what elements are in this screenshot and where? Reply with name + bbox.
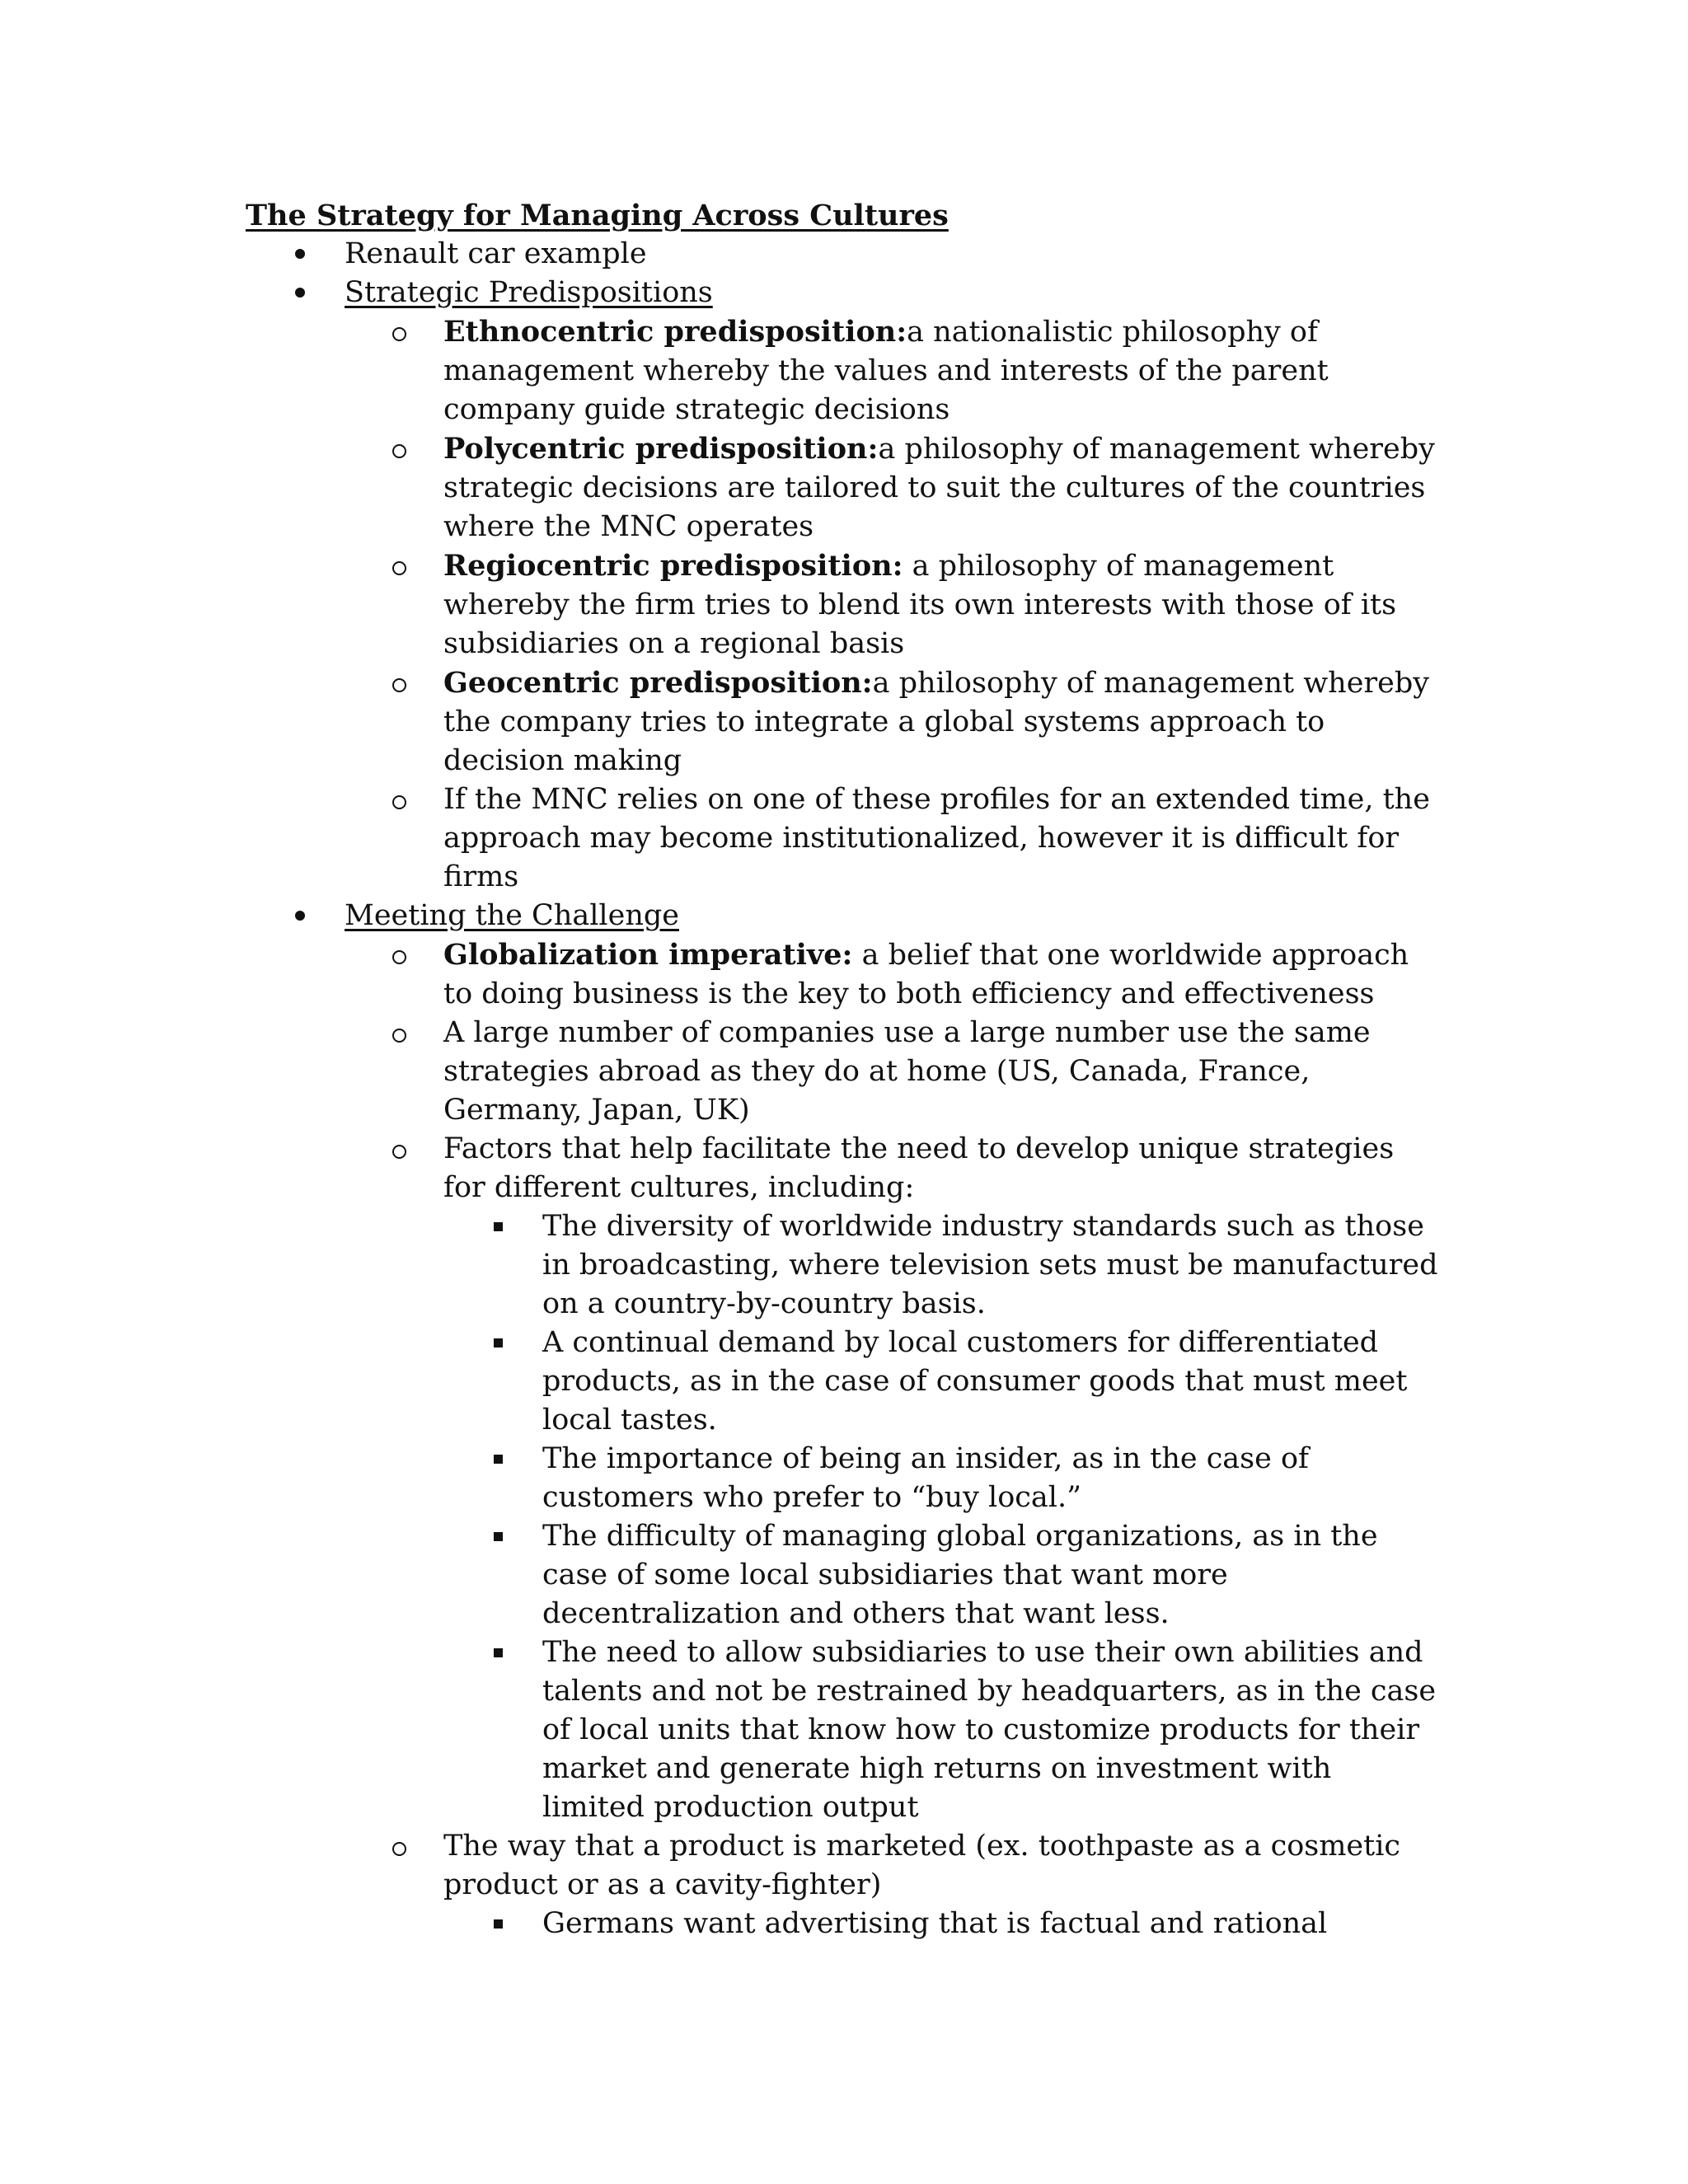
definition: a belief that one worldwide approach to doing business is the key to both efficiency and effectiveness xyxy=(443,939,1409,1010)
bullet-circle-icon xyxy=(382,780,415,819)
list-item xyxy=(246,780,1441,897)
definition: a philosophy of management whereby the firm tries to blend its own interests with those of its subsidiaries on a regional basis xyxy=(443,550,1397,660)
bullet-square-icon xyxy=(481,1324,514,1362)
term: Polycentric predisposition: xyxy=(443,432,879,466)
list-item xyxy=(246,1207,1441,1324)
bullet-square-icon xyxy=(481,1633,514,1672)
list-item xyxy=(246,312,1441,429)
term: Globalization imperative: xyxy=(443,938,853,972)
list-item xyxy=(246,1440,1441,1517)
list-item xyxy=(246,897,1441,935)
section-heading: Strategic Predispositions xyxy=(345,276,713,309)
list-item-text: The way that a product is marketed (ex. toothpaste as a cosmetic product or as a cavity-fighter) xyxy=(443,1830,1400,1901)
list-item-text: Factors that help facilitate the need to develop unique strategies for different cultures, including: xyxy=(443,1132,1395,1204)
bullet-circle-icon xyxy=(382,312,415,351)
bullet-circle-icon xyxy=(382,429,415,468)
list-item-text: The difficulty of managing global organizations, as in the case of some local subsidiaries that want more decentralization and others that want less. xyxy=(542,1520,1378,1630)
list-item xyxy=(246,235,1441,274)
list-item-text: The diversity of worldwide industry standards such as those in broadcasting, where television sets must be manufactured on a country-by-country basis. xyxy=(542,1210,1438,1320)
bullet-circle-icon xyxy=(382,1014,415,1052)
list-item-text: If the MNC relies on one of these profiles for an extended time, the approach may become institutionalized, however it is difficult for firms xyxy=(443,783,1430,893)
list-item xyxy=(246,1517,1441,1633)
bullet-square-icon xyxy=(481,1440,514,1479)
list-item-text: Germans want advertising that is factual and rational xyxy=(542,1907,1328,1940)
bullet-circle-icon xyxy=(382,935,415,974)
bullet-square-icon xyxy=(481,1207,514,1246)
list-item xyxy=(246,429,1441,546)
definition: a philosophy of management whereby strategic decisions are tailored to suit the cultures of the countries where the MNC operates xyxy=(443,433,1435,543)
bullet-disc-icon xyxy=(284,235,316,274)
list-item xyxy=(246,663,1441,780)
list-item xyxy=(246,935,1441,1014)
document-page xyxy=(246,196,1441,1943)
list-item xyxy=(246,1827,1441,1905)
section-heading: Meeting the Challenge xyxy=(345,899,679,932)
list-item xyxy=(246,1130,1441,1207)
bullet-circle-icon xyxy=(382,546,415,585)
bullet-circle-icon xyxy=(382,663,415,702)
list-item-text: A large number of companies use a large number use the same strategies abroad as they do at home (US, Canada, France, Germany, Japan, UK) xyxy=(443,1016,1371,1127)
bullet-square-icon xyxy=(481,1517,514,1556)
term: Ethnocentric predisposition: xyxy=(443,315,907,349)
definition: a philosophy of management whereby the company tries to integrate a global systems approach to decision making xyxy=(443,667,1430,777)
list-item xyxy=(246,1324,1441,1440)
list-item xyxy=(246,274,1441,312)
list-item-text: A continual demand by local customers for differentiated products, as in the case of consumer goods that must meet local tastes. xyxy=(542,1326,1408,1436)
list-item xyxy=(246,546,1441,663)
page-title: The Strategy for Managing Across Cultures xyxy=(246,199,949,232)
term: Geocentric predisposition: xyxy=(443,666,873,700)
bullet-circle-icon xyxy=(382,1827,415,1866)
list-item-text: The importance of being an insider, as in the case of customers who prefer to “buy local.” xyxy=(542,1442,1309,1514)
list-item-text: Renault car example xyxy=(345,237,647,270)
bullet-circle-icon xyxy=(382,1130,415,1169)
bullet-disc-icon xyxy=(284,897,316,935)
term: Regiocentric predisposition: xyxy=(443,549,903,583)
bullet-disc-icon xyxy=(284,274,316,312)
list-item xyxy=(246,1633,1441,1827)
definition: a nationalistic philosophy of management whereby the values and interests of the parent company guide strategic decisions xyxy=(443,316,1329,426)
list-item xyxy=(246,1905,1441,1943)
list-item xyxy=(246,1014,1441,1130)
bullet-square-icon xyxy=(481,1905,514,1943)
list-item-text: The need to allow subsidiaries to use their own abilities and talents and not be restrained by headquarters, as in the case of local units that know how to customize products for their market and generate high returns on investment with limited production output xyxy=(542,1636,1437,1824)
